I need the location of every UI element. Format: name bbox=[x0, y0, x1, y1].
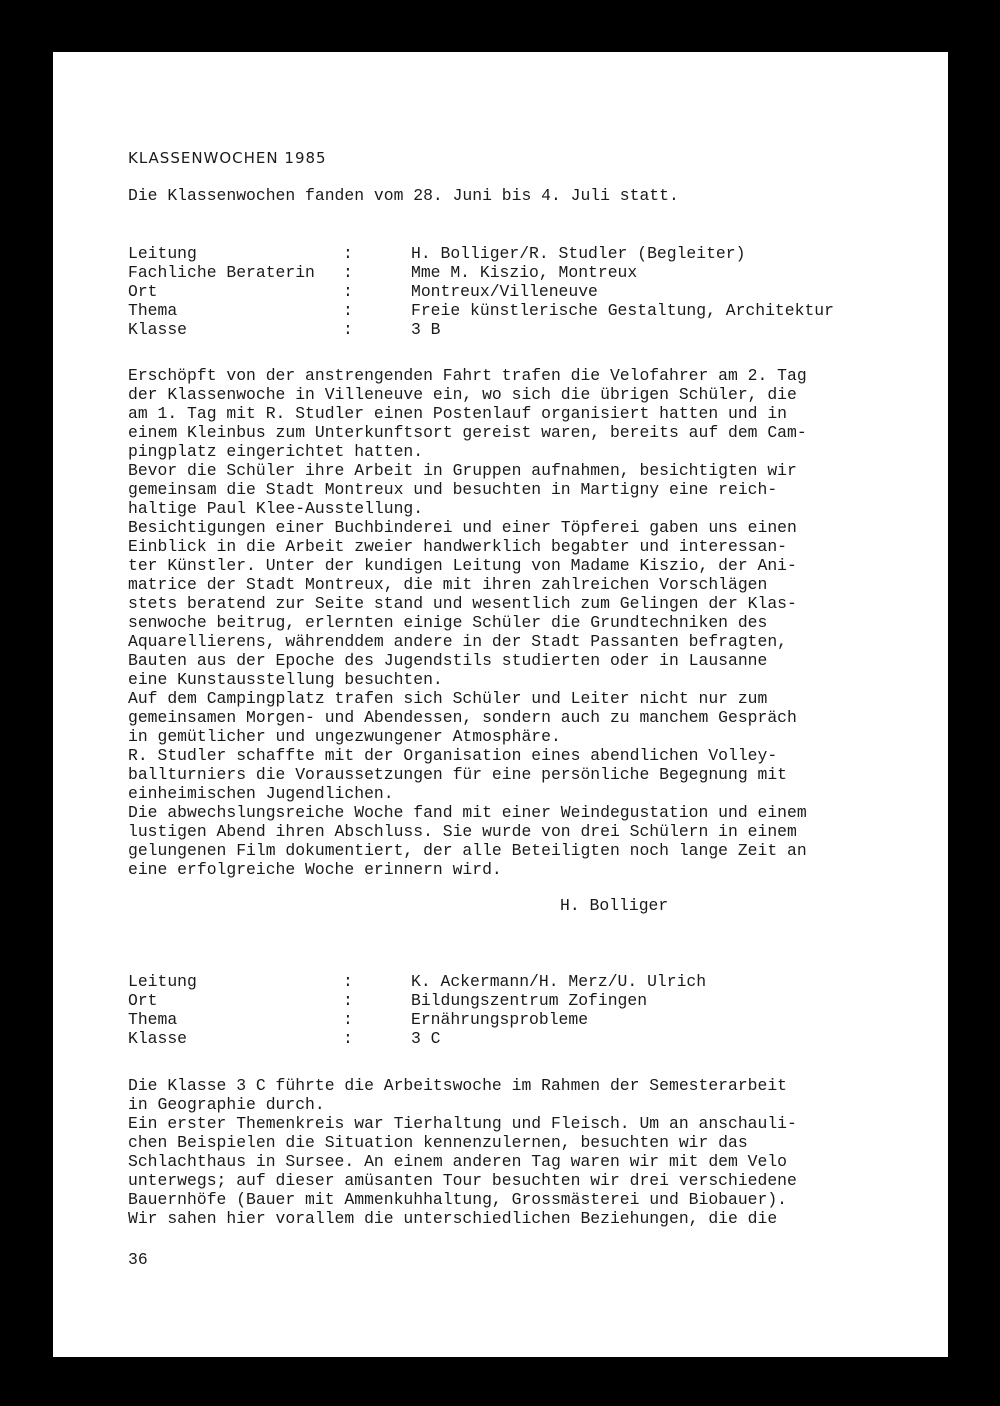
info-row-thema bbox=[128, 1010, 928, 1029]
intro-text: Die Klassenwochen fanden vom 28. Juni bis 4. Juli statt. bbox=[128, 186, 679, 205]
info-label: Klasse bbox=[128, 1029, 188, 1048]
report-line: haltige Paul Klee-Ausstellung. bbox=[128, 499, 424, 518]
report-line: am 1. Tag mit R. Studler einen Postenlauf organisiert hatten und in bbox=[128, 404, 788, 423]
report-line: Besichtigungen einer Buchbinderei und einer Töpferei gaben uns einen bbox=[128, 518, 797, 537]
report-line: gemeinsamen Morgen- und Abendessen, sondern auch zu manchem Gespräch bbox=[128, 708, 797, 727]
info-label: Thema bbox=[128, 301, 178, 320]
report-3b bbox=[128, 366, 928, 879]
info-label: Klasse bbox=[128, 320, 188, 339]
info-value: K. Ackermann/H. Merz/U. Ulrich bbox=[411, 972, 707, 991]
info-separator: : bbox=[343, 244, 353, 263]
report-line: ter Künstler. Unter der kundigen Leitung von Madame Kiszio, der Ani- bbox=[128, 556, 797, 575]
report-line: Bauten aus der Epoche des Jugendstils studierten oder in Lausanne bbox=[128, 651, 768, 670]
report-line: Bauernhöfe (Bauer mit Ammenkuhhaltung, Grossmästerei und Biobauer). bbox=[128, 1190, 788, 1209]
report-line: Einblick in die Arbeit zweier handwerklich begabter und interessan- bbox=[128, 537, 788, 556]
report-line: ballturniers die Voraussetzungen für eine persönliche Begegnung mit bbox=[128, 765, 788, 784]
info-value: Montreux/Villeneuve bbox=[411, 282, 598, 301]
info-separator: : bbox=[343, 263, 353, 282]
report-line: Auf dem Campingplatz trafen sich Schüler und Leiter nicht nur zum bbox=[128, 689, 768, 708]
report-3c bbox=[128, 1076, 928, 1228]
page-heading: KLASSENWOCHEN 1985 bbox=[128, 149, 327, 167]
info-value: Bildungszentrum Zofingen bbox=[411, 991, 648, 1010]
info-label: Thema bbox=[128, 1010, 178, 1029]
info-label: Ort bbox=[128, 991, 158, 1010]
report-line: Schlachthaus in Sursee. An einem anderen Tag waren wir mit dem Velo bbox=[128, 1152, 788, 1171]
info-label: Leitung bbox=[128, 244, 197, 263]
report-line: einem Kleinbus zum Unterkunftsort gereist waren, bereits auf dem Cam- bbox=[128, 423, 807, 442]
info-label: Fachliche Beraterin bbox=[128, 263, 315, 282]
info-separator: : bbox=[343, 991, 353, 1010]
report-line: Ein erster Themenkreis war Tierhaltung und Fleisch. Um an anschauli- bbox=[128, 1114, 797, 1133]
report-line: Aquarellierens, währenddem andere in der Stadt Passanten befragten, bbox=[128, 632, 788, 651]
report-line: senwoche beitrug, erlernten einige Schüler die Grundtechniken des bbox=[128, 613, 768, 632]
report-line: Wir sahen hier vorallem die unterschiedlichen Beziehungen, die die bbox=[128, 1209, 778, 1228]
report-line: R. Studler schaffte mit der Organisation eines abendlichen Volley- bbox=[128, 746, 778, 765]
report-line: unterwegs; auf dieser amüsanten Tour besuchten wir drei verschiedene bbox=[128, 1171, 797, 1190]
info-row-beraterin bbox=[128, 263, 928, 282]
info-row-ort bbox=[128, 282, 928, 301]
info-value: 3 B bbox=[411, 320, 441, 339]
info-label: Ort bbox=[128, 282, 158, 301]
report-line: pingplatz eingerichtet hatten. bbox=[128, 442, 424, 461]
report-line: in gemütlicher und ungezwungener Atmosphäre. bbox=[128, 727, 561, 746]
info-value: Mme M. Kiszio, Montreux bbox=[411, 263, 638, 282]
report-line: der Klassenwoche in Villeneuve ein, wo sich die übrigen Schüler, die bbox=[128, 385, 797, 404]
info-row-leitung bbox=[128, 244, 928, 263]
report-line: lustigen Abend ihren Abschluss. Sie wurde von drei Schülern in einem bbox=[128, 822, 797, 841]
report-line: in Geographie durch. bbox=[128, 1095, 325, 1114]
report-line: Erschöpft von der anstrengenden Fahrt trafen die Velofahrer am 2. Tag bbox=[128, 366, 807, 385]
info-value: Ernährungsprobleme bbox=[411, 1010, 589, 1029]
report-line: stets beratend zur Seite stand und wesentlich zum Gelingen der Klas- bbox=[128, 594, 797, 613]
info-separator: : bbox=[343, 972, 353, 991]
report-line: chen Beispielen die Situation kennenzulernen, besuchten wir das bbox=[128, 1133, 748, 1152]
info-block-3b bbox=[128, 244, 928, 339]
report-line: Die abwechslungsreiche Woche fand mit einer Weindegustation und einem bbox=[128, 803, 807, 822]
info-row-ort bbox=[128, 991, 928, 1010]
info-separator: : bbox=[343, 1010, 353, 1029]
info-block-3c bbox=[128, 972, 928, 1048]
info-value: Freie künstlerische Gestaltung, Architektur bbox=[411, 301, 834, 320]
report-line: gemeinsam die Stadt Montreux und besuchten in Martigny eine reich- bbox=[128, 480, 778, 499]
info-label: Leitung bbox=[128, 972, 197, 991]
info-value: 3 C bbox=[411, 1029, 441, 1048]
report-line: Die Klasse 3 C führte die Arbeitswoche im Rahmen der Semesterarbeit bbox=[128, 1076, 788, 1095]
report-line: Bevor die Schüler ihre Arbeit in Gruppen aufnahmen, besichtigten wir bbox=[128, 461, 797, 480]
report-line: matrice der Stadt Montreux, die mit ihren zahlreichen Vorschlägen bbox=[128, 575, 768, 594]
info-separator: : bbox=[343, 301, 353, 320]
info-row-klasse bbox=[128, 1029, 928, 1048]
report-line: gelungenen Film dokumentiert, der alle Beteiligten noch lange Zeit an bbox=[128, 841, 807, 860]
report-line: eine Kunstausstellung besuchten. bbox=[128, 670, 443, 689]
document-page bbox=[53, 52, 948, 1357]
info-row-leitung bbox=[128, 972, 928, 991]
info-separator: : bbox=[343, 282, 353, 301]
info-separator: : bbox=[343, 1029, 353, 1048]
info-separator: : bbox=[343, 320, 353, 339]
info-row-klasse bbox=[128, 320, 928, 339]
report-line: eine erfolgreiche Woche erinnern wird. bbox=[128, 860, 502, 879]
report-line: einheimischen Jugendlichen. bbox=[128, 784, 394, 803]
info-row-thema bbox=[128, 301, 928, 320]
page-number: 36 bbox=[128, 1250, 148, 1269]
signature: H. Bolliger bbox=[560, 896, 669, 915]
info-value: H. Bolliger/R. Studler (Begleiter) bbox=[411, 244, 746, 263]
